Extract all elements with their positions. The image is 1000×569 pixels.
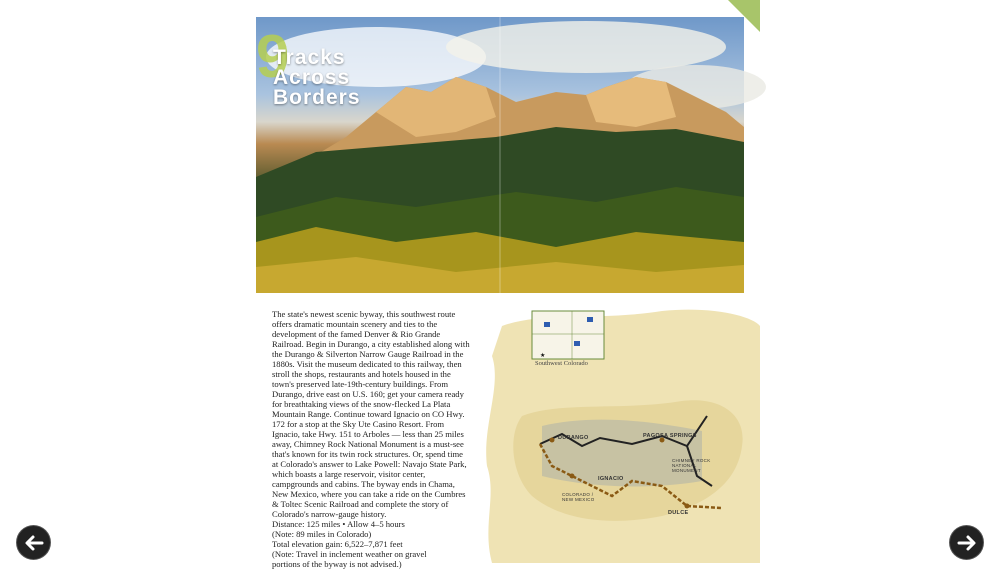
route-map [482,306,760,563]
fact-line: Total elevation gain: 6,522–7,871 feet [272,539,403,549]
fact-line: Distance: 125 miles • Allow 4–5 hours [272,519,405,529]
fact-line: (Note: Travel in inclement weather on gravel [272,549,427,559]
route-facts [272,519,470,569]
map-label-dulce: DULCE [668,510,689,516]
article-paragraph: The state's newest scenic byway, this southwest route offers dramatic mountain scenery and ties to the development of the famed Denver & Rio Grande Railroad. Begin in Durango, a city established along with the Durango & Silverton Narrow Gauge Railroad in the 1880s. Visit the museum dedicated to this railway, then stroll the shops, restaurants and hotels housed in the town's preserved late-19th-century buildings. From Durango, drive east on U.S. 160; get your camera ready for breathtaking views of the snow-flecked La Plata Mountain Range. Continue toward Ignacio on CO Hwy. 172 for a stop at the Sky Ute Casino Resort. From Ignacio, take Hwy. 151 to Arboles — less than 25 miles away, Chimney Rock National Monument is a must-see that's known for its twin rock structures. Or, spend time at Colorado's answer to Lake Powell: Navajo State Park, which boasts a large reservoir, visitor center, campgrounds and cabins. The byway ends in Chama, New Mexico, where you can take a ride on the Cumbres & Toltec Scenic Railroad and complete the story of Colorado's narrow-gauge history. [272,309,470,519]
map-label-ignacio: IGNACIO [598,476,624,482]
previous-page-button[interactable] [17,526,50,559]
map-label-chimney-rock: CHIMNEY ROCK NATIONAL MONUMENT [672,458,711,473]
page-title [273,48,361,108]
next-page-button[interactable] [950,526,983,559]
title-line-2: Across [273,66,351,89]
map-label-border: COLORADO / NEW MEXICO [562,492,595,502]
magazine-page [256,0,760,569]
fact-line: portions of the byway is not advised.) [272,559,402,569]
title-line-1: Tracks [273,46,346,69]
article-body [272,309,470,519]
svg-text:★: ★ [540,353,546,359]
map-label-durango: DURANGO [558,435,589,441]
map-label-pagosa: PAGOSA SPRINGS [643,433,697,439]
chapter-number: 9 [256,23,290,90]
title-line-3: Borders [273,86,361,109]
arrow-right-icon [955,531,979,555]
mountain-photo [256,17,744,293]
map-inset-label: Southwest Colorado [535,360,588,367]
fact-line: (Note: 89 miles in Colorado) [272,529,372,539]
arrow-left-icon [22,531,46,555]
